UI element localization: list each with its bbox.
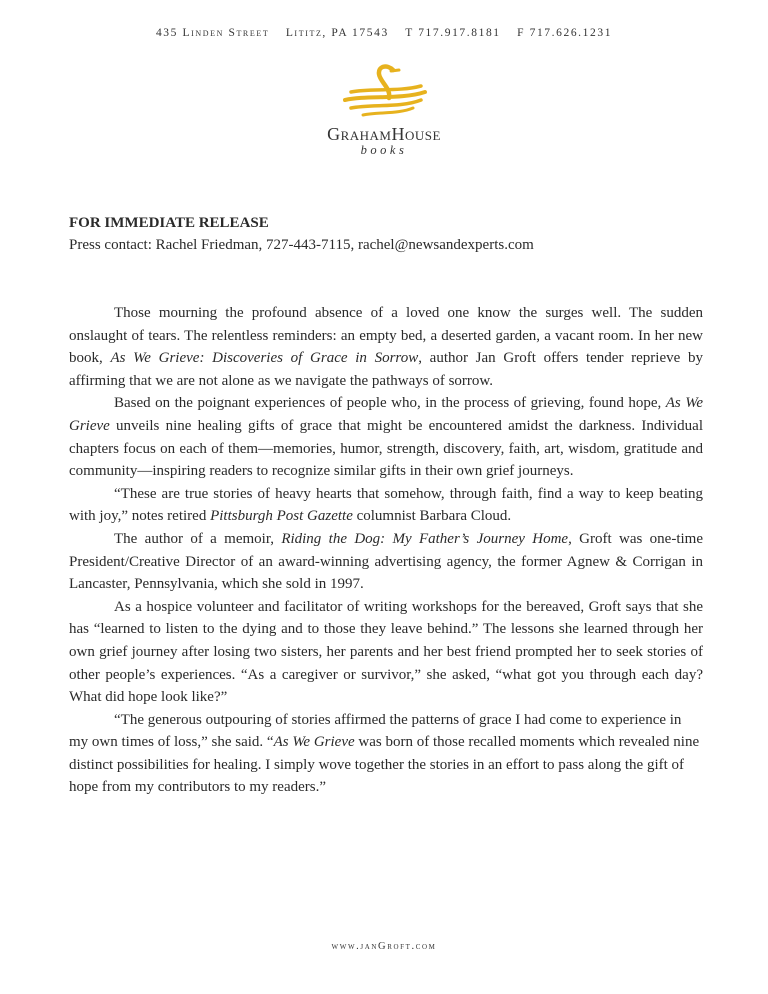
paragraph-5-text: As a hospice volunteer and facilitator of writing workshops for the bereaved, Groft says that she has “learned to listen to the dying and to those they leave behind.” The lessons she learned through her own grief journey after losing two sisters, her parents and her best friend prompted her to seek stories of other people’s experiences. “As a caregiver or survivor,” she asked, “what got you through each day? What did hope look like?” — [69, 598, 703, 706]
paragraph-1-text: Those mourning the profound absence of a loved one know the surges well. The sudden onslaught of tears. The relentless reminders: an empty bed, a deserted garden, a vacant room. In her new book, — [69, 305, 703, 367]
paragraph-3-text: “These are true stories of heavy hearts that somehow, through faith, find a way to keep beating with joy,” notes retired — [69, 485, 703, 525]
paragraph-6-text-end: was born of those recalled moments which revealed nine distinct possibilities for healing. I simply wove together the stories in an effort to pass along the gift of hope from my contributors to my readers.” — [69, 734, 700, 796]
letterhead-fax: F 717.626.1231 — [517, 27, 613, 39]
publisher-logo — [0, 62, 768, 158]
paragraph-1-text-end: , author Jan Groft offers tender reprieve by affirming that we are not alone as we navigate the pathways of sorrow. — [69, 350, 703, 389]
paragraph-1 — [69, 302, 703, 392]
letterhead-phone: T 717.917.8181 — [405, 27, 501, 39]
book-title: As We Grieve — [273, 734, 355, 751]
paragraph-2-text-end: unveils nine healing gifts of grace that might be encountered amidst the darkness. Individual chapters focus on each of them—memories, humor, strength, discovery, faith, art, wisdom, gratitude and community—inspiring readers to recognize similar gifts in their own grief journeys. — [69, 417, 703, 480]
brand-name: GrahamHouse — [327, 124, 441, 144]
swan-icon — [329, 62, 439, 122]
paragraph-2 — [69, 392, 703, 482]
paragraph-4-text-end: , Groft was one-time President/Creative Director of an award-winning advertising agency, the former Agnew & Corrigan in Lancaster, Pennsylvania, which she sold in 1997. — [69, 530, 703, 593]
paragraph-3 — [69, 483, 703, 528]
newspaper-title: Pittsburgh Post Gazette — [210, 508, 353, 525]
paragraph-2-text: Based on the poignant experiences of people who, in the process of grieving, found hope, — [114, 395, 666, 412]
paragraph-3-text-end: columnist Barbara Cloud. — [352, 508, 512, 525]
memoir-title: Riding the Dog: My Father’s Journey Home — [281, 530, 569, 547]
letterhead-address: 435 Linden Street — [155, 27, 270, 39]
brand-sub: books — [360, 143, 408, 157]
paragraph-6-text: “The generous outpouring of stories affirmed the patterns of grace I had come to experience in my own times of loss,” she said. “ — [69, 711, 682, 751]
paragraph-5 — [69, 596, 703, 709]
footer-website: www.janGroft.com — [331, 941, 437, 952]
book-title: As We Grieve — [69, 395, 703, 434]
paragraph-4 — [69, 528, 703, 596]
press-contact: Press contact: Rachel Friedman, 727-443-7115, rachel@newsandexperts.com — [69, 237, 534, 253]
letterhead — [0, 27, 768, 39]
paragraph-4-text: The author of a memoir, — [114, 530, 282, 547]
letterhead-city: Lititz, PA 17543 — [285, 27, 389, 39]
book-title: As We Grieve: Discoveries of Grace in Sorrow — [110, 350, 419, 367]
article-body — [69, 302, 703, 799]
release-title: FOR IMMEDIATE RELEASE — [69, 215, 269, 231]
paragraph-6 — [69, 709, 703, 799]
release-header — [69, 212, 709, 256]
